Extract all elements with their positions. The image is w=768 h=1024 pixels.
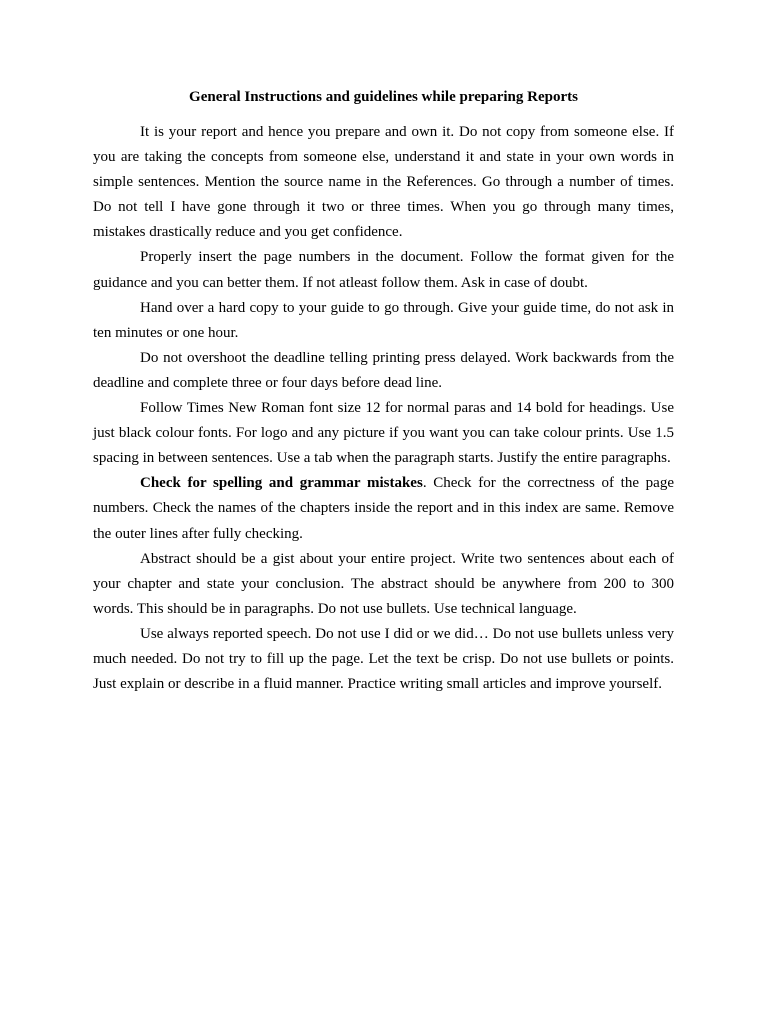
paragraph-abstract: Abstract should be a gist about your entire project. Write two sentences about each of your chapter and state your conclusion. The abstract should be anywhere from 200 to 300 words. This should be in paragraphs. Do not use bullets. Use technical language. <box>93 550 674 617</box>
document-title: General Instructions and guidelines while preparing Reports <box>189 89 578 105</box>
paragraph-reported-speech: Use always reported speech. Do not use I did or we did… Do not use bullets unless very much needed. Do not try to fill up the page. Let the text be crisp. Do not use bullets or points. Just explain or describe in a fluid manner. Practice writing small articles and improve yourself. <box>93 625 674 693</box>
paragraph-formatting: Follow Times New Roman font size 12 for normal paras and 14 bold for headings. Use just black colour fonts. For logo and any picture if you want you can take colour prints. Use 1.5 spacing in between sentences. Use a tab when the paragraph starts. Justify the entire paragraphs. <box>93 400 674 467</box>
paragraph-ownership: It is your report and hence you prepare and own it. Do not copy from someone else. If you are taking the concepts from someone else, understand it and state in your own words in simple sentences. Mention the source name in the References. Go through a number of times. Do not tell I have gone through it two or three times. When you go through many times, mistakes drastically reduce and you get confidence. <box>93 124 674 241</box>
document-page <box>93 86 674 697</box>
paragraph-spelling-check <box>93 471 674 546</box>
paragraph-page-numbers: Properly insert the page numbers in the document. Follow the format given for the guidance and you can better them. If not atleast follow them. Ask in case of doubt. <box>93 249 674 291</box>
paragraph-spelling-check-text: . Check for the correctness of the page numbers. Check the names of the chapters inside the report and in this index are same. Remove the outer lines after fully checking. <box>93 475 674 542</box>
paragraph-hard-copy: Hand over a hard copy to your guide to go through. Give your guide time, do not ask in ten minutes or one hour. <box>93 299 674 341</box>
paragraph-spelling-check-bold: Check for spelling and grammar mistakes <box>140 475 423 492</box>
paragraph-deadline: Do not overshoot the deadline telling printing press delayed. Work backwards from the deadline and complete three or four days before dead line. <box>93 349 674 391</box>
